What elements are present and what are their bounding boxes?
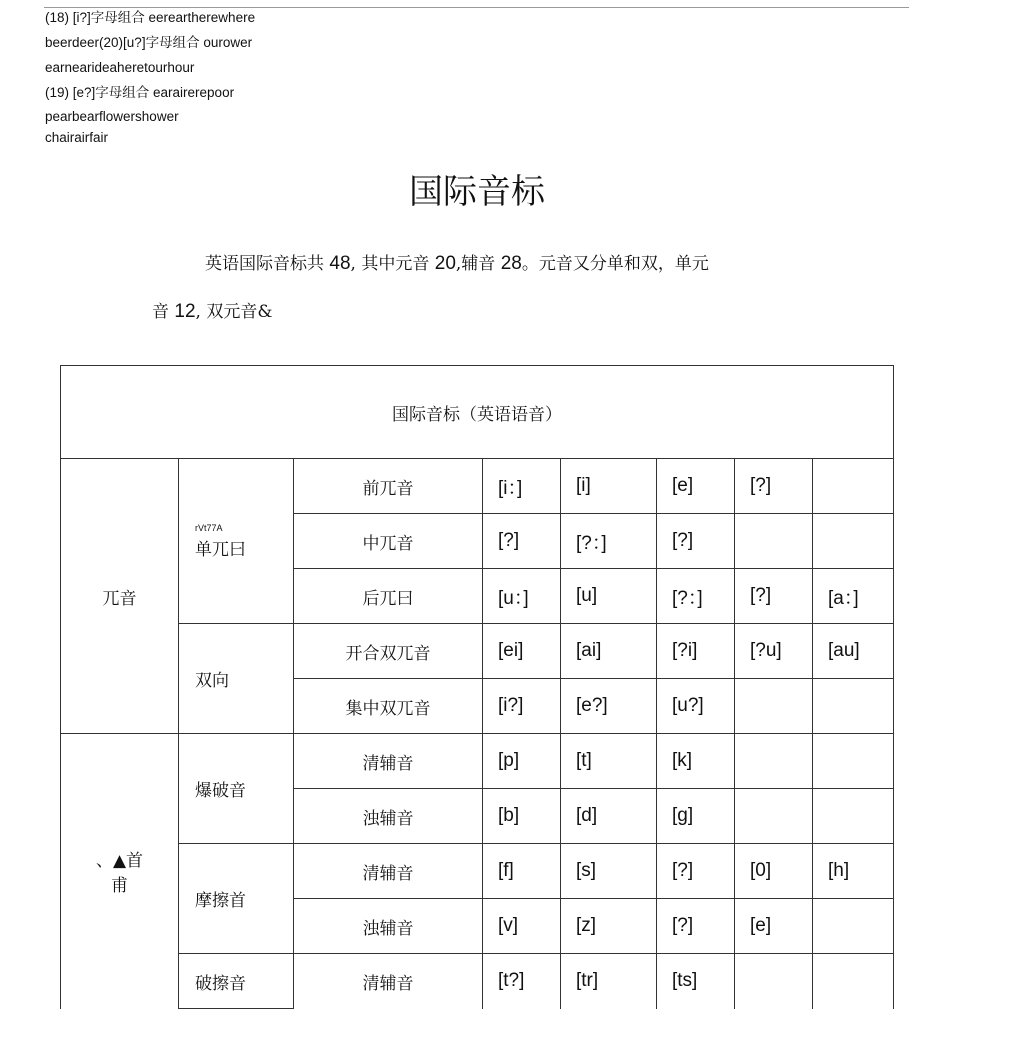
vowel-category: 兀音 [61,459,179,734]
ipa-symbol: [t?] [483,954,561,1009]
monophthong-small-note: rVt77A [195,522,223,533]
ipa-symbol: [ei] [483,624,561,679]
monophthong-category [179,459,294,624]
ipa-symbol [735,789,813,844]
header-line-1: (18) [i?]字母组合 eereartherewhere [45,10,256,25]
row-name: 清辅音 [294,734,483,789]
intro-consonant-count: 28 [500,253,522,274]
table-row [61,459,894,514]
ipa-symbol: [e?] [561,679,657,734]
ipa-symbol [813,679,894,734]
intro-total-count: 48 [329,253,351,274]
intro-text-2: , 其中元音 [350,254,435,274]
row-name: 浊辅音 [294,789,483,844]
ipa-symbol: [a：] [813,569,894,624]
ipa-symbol [813,459,894,514]
ipa-symbol: [?i] [657,624,735,679]
ipa-symbol: [e] [657,459,735,514]
intro-line-2 [152,297,273,323]
intro-text-4: 。元音又分单和双，单元 [521,254,709,274]
intro-mono-count: 12 [174,301,196,322]
table-row [61,844,894,899]
consonant-label-line-2: 甫 [111,876,128,897]
ipa-symbol: [v] [483,899,561,954]
ipa-symbol: [tr] [561,954,657,1009]
ipa-symbol: [k] [657,734,735,789]
ipa-symbol: [z] [561,899,657,954]
ipa-symbol: [e] [735,899,813,954]
ipa-symbol: [?u] [735,624,813,679]
ipa-symbol: [b] [483,789,561,844]
header-line-3: earnearideaheretourhour [45,60,195,75]
ipa-symbol: [f] [483,844,561,899]
ipa-symbol: [u：] [483,569,561,624]
row-name: 中兀音 [294,514,483,569]
row-name: 前兀音 [294,459,483,514]
consonant-category [61,734,179,1009]
ipa-symbol: [au] [813,624,894,679]
ipa-symbol [735,514,813,569]
row-name: 开合双兀音 [294,624,483,679]
ipa-symbol: [u] [561,569,657,624]
table-row [61,734,894,789]
row-name: 清辅音 [294,954,483,1009]
header-line-4: (19) [e?]字母组合 earairerepoor [45,85,235,100]
fricative-category: 摩擦首 [179,844,294,954]
intro-text-6: , 双元音& [195,302,273,322]
plosive-category: 爆破音 [179,734,294,844]
ipa-symbol: [ai] [561,624,657,679]
ipa-symbol: [?：] [657,569,735,624]
header-line-2: beerdeer(20)[u?]字母组合 ourower [45,35,253,50]
ipa-symbol: [u?] [657,679,735,734]
ipa-symbol: [?] [735,459,813,514]
intro-text-5: 音 [152,302,175,322]
row-name: 清辅音 [294,844,483,899]
top-rule [44,7,909,8]
ipa-symbol [813,899,894,954]
ipa-symbol: [?] [657,899,735,954]
consonant-label-line-1: 、▲首 [95,851,144,872]
header-line-5: pearbearflowershower [45,109,179,124]
ipa-symbol: [t] [561,734,657,789]
ipa-symbol: [h] [813,844,894,899]
ipa-symbol: [ts] [657,954,735,1009]
ipa-symbol: [?] [657,844,735,899]
row-name: 后兀曰 [294,569,483,624]
ipa-symbol: [?] [657,514,735,569]
header-line-6: chairairfair [45,130,109,145]
row-name: 浊辅音 [294,899,483,954]
ipa-symbol: [s] [561,844,657,899]
page-title: 国际音标 [409,172,545,212]
ipa-symbol [813,734,894,789]
row-name: 集中双兀音 [294,679,483,734]
intro-line-1 [205,249,709,275]
intro-text-3: ,辅音 [455,254,501,274]
ipa-symbol [813,954,894,1009]
ipa-symbol: [i：] [483,459,561,514]
ipa-symbol [813,789,894,844]
ipa-symbol [735,734,813,789]
ipa-table [60,365,894,1009]
diphthong-category: 双向 [179,624,294,734]
table-header: 国际音标（英语语音） [61,366,894,459]
table-row [61,624,894,679]
ipa-symbol: [0] [735,844,813,899]
ipa-symbol: [g] [657,789,735,844]
ipa-symbol: [?] [735,569,813,624]
monophthong-label: 单兀曰 [195,539,246,560]
ipa-symbol: [i?] [483,679,561,734]
intro-vowel-count: 20 [434,253,456,274]
ipa-symbol: [?] [483,514,561,569]
ipa-symbol [813,514,894,569]
ipa-symbol [735,954,813,1009]
intro-text-1: 英语国际音标共 [205,254,330,274]
ipa-symbol: [i] [561,459,657,514]
ipa-symbol: [d] [561,789,657,844]
affricate-category: 破擦音 [179,954,294,1009]
ipa-symbol [735,679,813,734]
ipa-symbol: [?：] [561,514,657,569]
ipa-symbol: [p] [483,734,561,789]
table-row [61,954,894,1009]
